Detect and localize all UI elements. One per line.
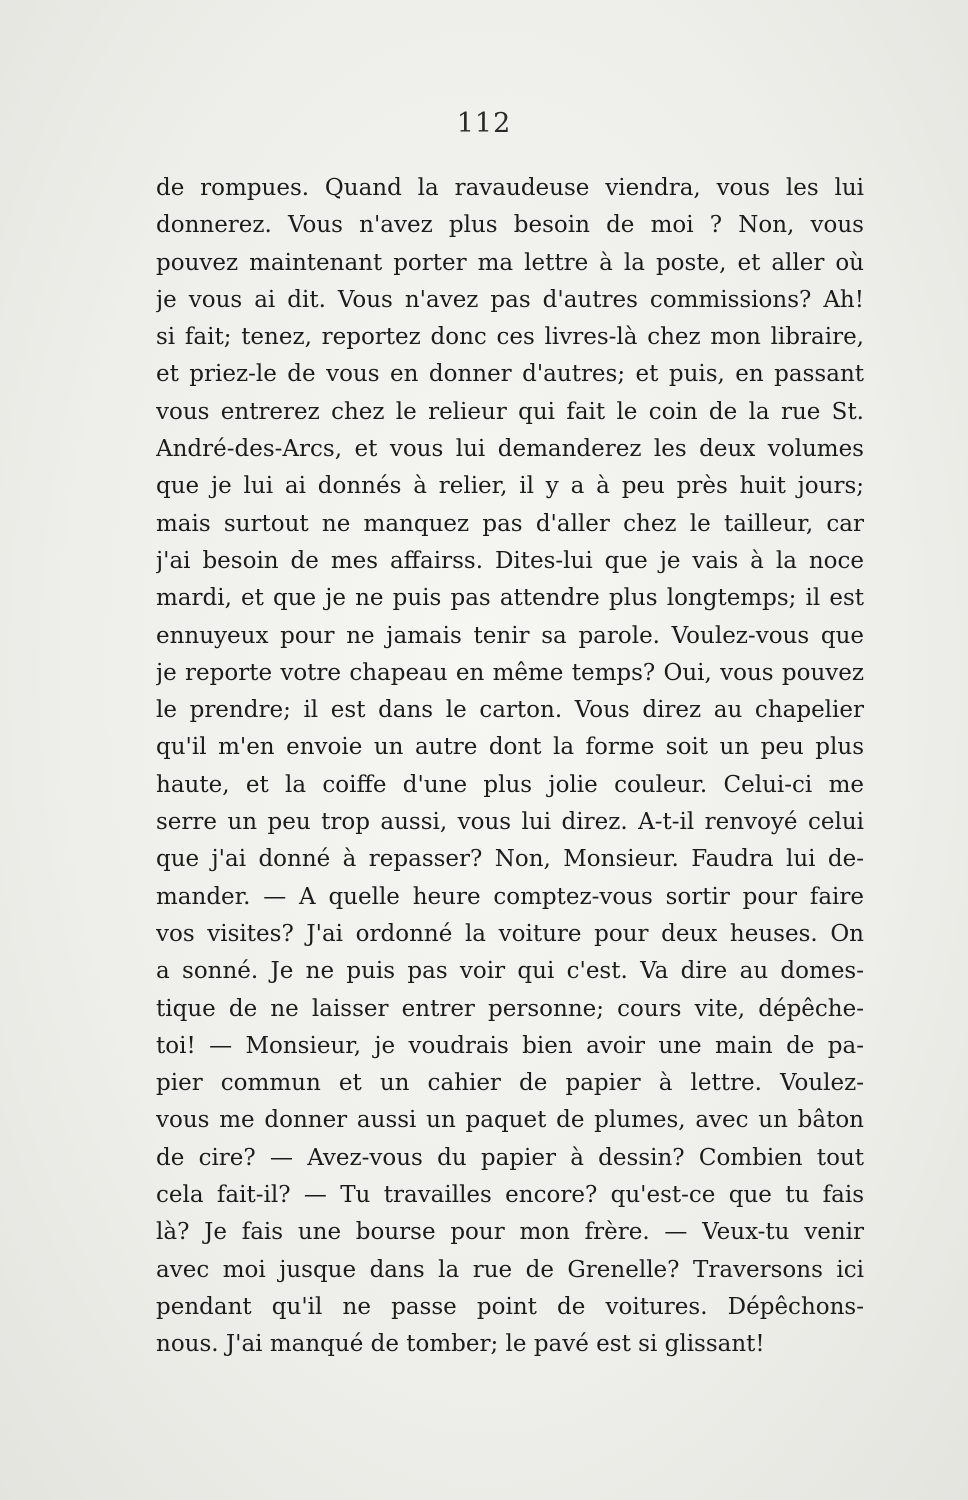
text-line: a sonné. Je ne puis pas voir qui c'est. Va dire au domes- xyxy=(156,958,864,985)
text-line: serre un peu trop aussi, vous lui direz. A-t-il renvoyé celui xyxy=(156,809,864,836)
text-line: de rompues. Quand la ravaudeuse viendra, vous les lui xyxy=(156,175,864,201)
text-line: qu'il m'en envoie un autre dont la forme soit un peu plus xyxy=(156,734,864,761)
body-text xyxy=(156,170,864,1364)
text-line: si fait; tenez, reportez donc ces livres-là chez mon libraire, xyxy=(156,324,864,351)
page-number: 112 xyxy=(456,108,512,139)
text-line: pouvez maintenant porter ma lettre à la poste, et aller où xyxy=(156,249,864,276)
text-line: pendant qu'il ne passe point de voitures. Dépêchons- xyxy=(156,1293,864,1320)
text-line: vos visites? J'ai ordonné la voiture pour deux heuses. On xyxy=(156,920,864,947)
text-line: j'ai besoin de mes affairss. Dites-lui que je vais à la noce xyxy=(156,547,864,574)
text-line: pier commun et un cahier de papier à lettre. Voulez- xyxy=(156,1070,864,1097)
text-line: avec moi jusque dans la rue de Grenelle? Traversons ici xyxy=(156,1256,864,1283)
text-line: cela fait-il? — Tu travailles encore? qu'est-ce que tu fais xyxy=(156,1182,864,1209)
text-line: André-des-Arcs, et vous lui demanderez les deux volumes xyxy=(156,436,864,463)
text-line: et priez-le de vous en donner d'autres; et puis, en passant xyxy=(156,361,864,388)
text-line: le prendre; il est dans le carton. Vous direz au chapelier xyxy=(156,697,864,724)
text-line: mardi, et que je ne puis pas attendre plus longtemps; il est xyxy=(156,585,864,612)
text-line: ennuyeux pour ne jamais tenir sa parole. Voulez-vous que xyxy=(156,622,864,649)
text-line: que je lui ai donnés à relier, il y a à peu près huit jours; xyxy=(156,473,864,500)
text-line: tique de ne laisser entrer personne; cours vite, dépêche- xyxy=(156,995,864,1022)
text-line: haute, et la coiffe d'une plus jolie couleur. Celui-ci me xyxy=(156,771,864,798)
text-line: donnerez. Vous n'avez plus besoin de moi ? Non, vous xyxy=(156,212,864,239)
text-line: je reporte votre chapeau en même temps? Oui, vous pouvez xyxy=(156,659,864,686)
text-line: mais surtout ne manquez pas d'aller chez le tailleur, car xyxy=(156,510,864,537)
text-line: je vous ai dit. Vous n'avez pas d'autres commissions? Ah! xyxy=(156,286,864,313)
text-line: vous entrerez chez le relieur qui fait le coin de la rue St. xyxy=(156,398,864,425)
text-line: mander. — A quelle heure comptez-vous sortir pour faire xyxy=(156,883,864,910)
text-line: que j'ai donné à repasser? Non, Monsieur. Faudra lui de- xyxy=(156,846,864,873)
text-line: toi! — Monsieur, je voudrais bien avoir une main de pa- xyxy=(156,1032,864,1059)
text-line: vous me donner aussi un paquet de plumes, avec un bâton xyxy=(156,1107,864,1134)
text-line: nous. J'ai manqué de tomber; le pavé est si glissant! xyxy=(156,1331,765,1358)
text-line: de cire? — Avez-vous du papier à dessin? Combien tout xyxy=(156,1144,864,1171)
text-line: là? Je fais une bourse pour mon frère. — Veux-tu venir xyxy=(156,1219,864,1246)
